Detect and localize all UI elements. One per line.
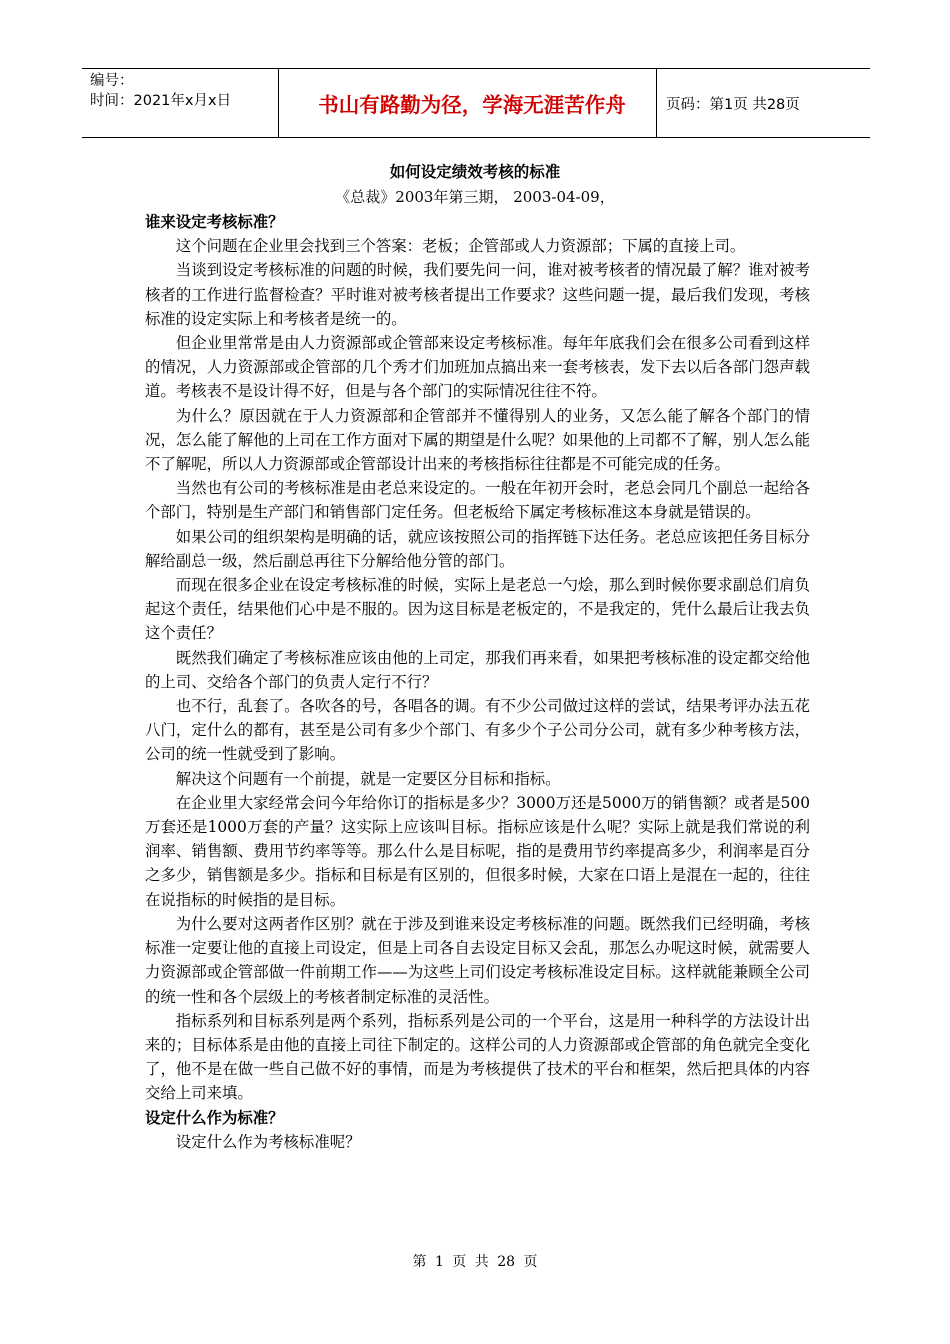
- article-title: 如何设定绩效考核的标准: [389, 163, 561, 181]
- paragraph: 设定什么作为考核标准呢？: [175, 1132, 361, 1151]
- paragraph: 但企业里常常是由人力资源部或企管部来设定考核标准。每年年底我们会在很多公司看到这样的情况，人力资源部或企管部的几个秀才们加班加点搞出来一套考核表，发下去以后各部门怨声载道。考核表不是设计得不好，但是与各个部门的实际情况往往不符。: [145, 334, 810, 401]
- paragraph: 如果公司的组织架构是明确的话，就应该按照公司的指挥链下达任务。老总应该把任务目标分解给副总一级，然后副总再往下分解给他分管的部门。: [145, 527, 810, 570]
- article-body: [145, 210, 810, 1154]
- paragraph: 解决这个问题有一个前提，就是一定要区分目标和指标。: [175, 769, 561, 788]
- paragraph: 当然也有公司的考核标准是由老总来设定的。一般在年初开会时，老总会同几个副总一起给各个部门，特别是生产部门和销售部门定任务。但老板给下属定考核标准这本身就是错误的。: [145, 479, 810, 522]
- header-page-info: 页码：第1页 共28页: [666, 97, 800, 113]
- paragraph: 而现在很多企业在设定考核标准的时候，实际上是老总一勺烩，那么到时候你要求副总们肩负起这个责任，结果他们心中是不服的。因为这目标是老板定的，不是我定的，凭什么最后让我去负这个责任？: [145, 576, 810, 643]
- section-heading: 设定什么作为标准？: [145, 1108, 284, 1127]
- page-footer: 第 1 页 共 28 页: [412, 1254, 538, 1270]
- paragraph: 为什么要对这两者作区别？就在于涉及到谁来设定考核标准的问题。既然我们已经明确，考核标准一定要让他的直接上司设定，但是上司各自去设定目标又会乱，那怎么办呢这时候，就需要人力资源部或企管部做一件前期工作——为这些上司们设定考核标准设定目标。这样就能兼顾全公司的统一性和各个层级上的考核者制定标准的灵活性。: [145, 914, 810, 1006]
- number-label: 编号：: [90, 73, 134, 89]
- paragraph: 既然我们确定了考核标准应该由他的上司定，那我们再来看，如果把考核标准的设定都交给他的上司、交给各个部门的负责人定行不行？: [145, 648, 810, 691]
- paragraph: 为什么？原因就在于人力资源部和企管部并不懂得别人的业务，又怎么能了解各个部门的情况，怎么能了解他的上司在工作方面对下属的期望是什么呢？如果他的上司都不了解，别人怎么能不了解呢，所以人力资源部或企管部设计出来的考核指标往往都是不可能完成的任务。: [145, 406, 810, 474]
- page-header: [82, 68, 870, 138]
- header-divider: [278, 69, 279, 137]
- date-line: 时间：2021年x月x日: [90, 93, 232, 109]
- section-heading: 谁来设定考核标准？: [145, 213, 284, 231]
- paragraph: 也不行，乱套了。各吹各的号，各唱各的调。有不少公司做过这样的尝试，结果考评办法五花八门，定什么的都有，甚至是公司有多少个部门、有多少个子公司分公司，就有多少种考核方法，公司的统一性就受到了影响。: [145, 697, 810, 764]
- paragraph: 当谈到设定考核标准的问题的时候，我们要先问一问，谁对被考核者的情况最了解？谁对被考核者的工作进行监督检查？平时谁对被考核者提出工作要求？这些问题一提，最后我们发现，考核标准的设定实际上和考核者是统一的。: [145, 261, 810, 328]
- paragraph: 这个问题在企业里会找到三个答案：老板；企管部或人力资源部；下属的直接上司。: [175, 237, 746, 256]
- article-source: 《总裁》2003年第三期， 2003-04-09，: [335, 188, 615, 206]
- header-meta: [90, 71, 231, 111]
- paragraph: 指标系列和目标系列是两个系列，指标系列是公司的一个平台，这是用一种科学的方法设计出来的；目标体系是由他的直接上司往下制定的。这样公司的人力资源部或企管部的角色就完全变化了，他不是在做一些自己做不好的事情，而是为考核提供了技术的平台和框架，然后把具体的内容交给上司来填。: [145, 1011, 810, 1103]
- paragraph: 在企业里大家经常会问今年给你订的指标是多少？3000万还是5000万的销售额？或者是500万套还是1000万套的产量？这实际上应该叫目标。指标应该是什么呢？实际上就是我们常说的利润率、销售额、费用节约率等等。那么什么是目标呢，指的是费用节约率提高多少，利润率是百分之多少，销售额是多少。指标和目标是有区别的，但很多时候，大家在口语上是混在一起的，往往在说指标的时候指的是目标。: [145, 793, 810, 909]
- header-motto: 书山有路勤为径，学海无涯苦作舟: [318, 93, 626, 117]
